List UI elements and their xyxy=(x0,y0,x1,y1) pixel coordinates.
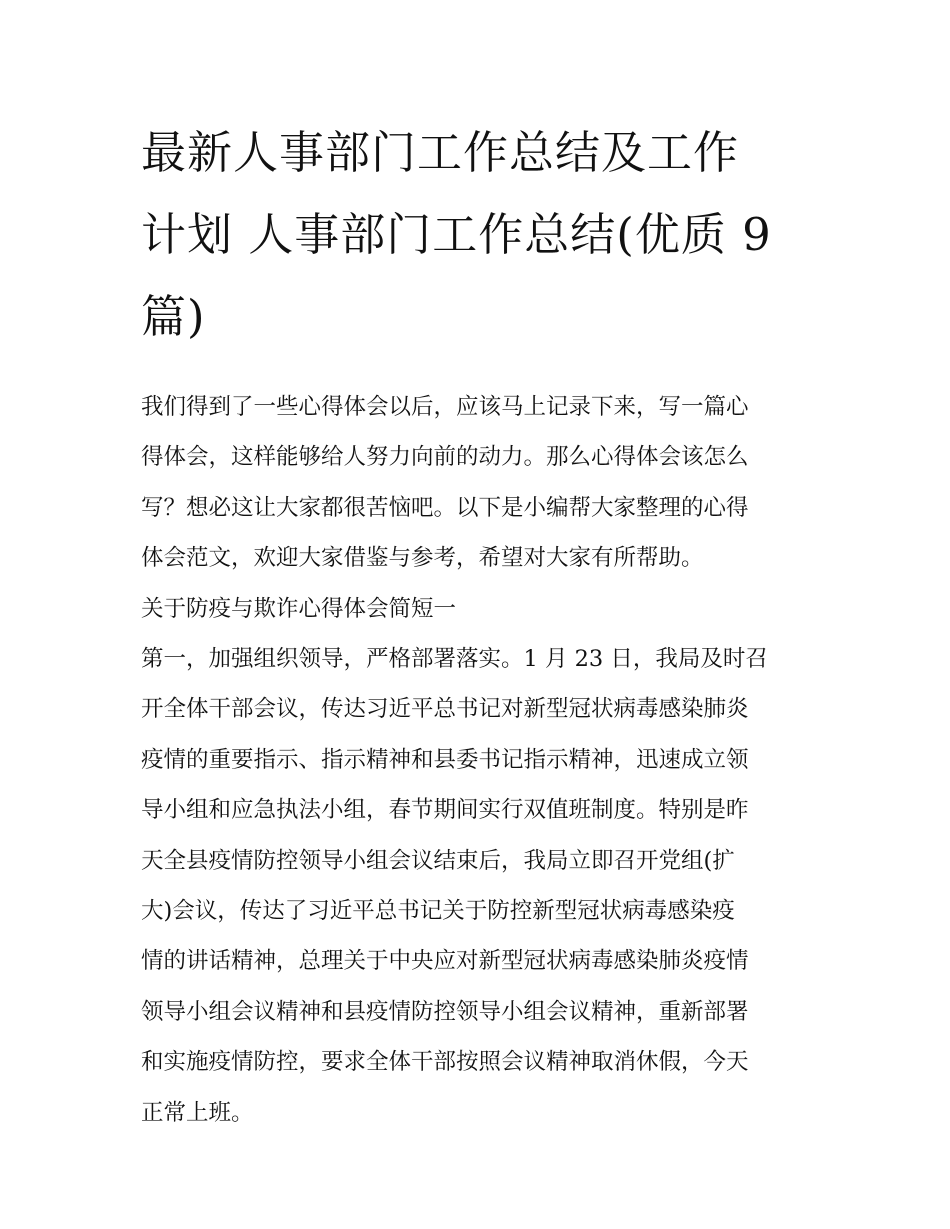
title-line: 篇) xyxy=(141,290,206,343)
text-line: 写？想必这让大家都很苦恼吧。以下是小编帮大家整理的心得 xyxy=(141,494,749,521)
text-line: 体会范文，欢迎大家借鉴与参考，希望对大家有所帮助。 xyxy=(141,545,704,572)
text-line: 得体会，这样能够给人努力向前的动力。那么心得体会该怎么 xyxy=(141,444,749,471)
document-content xyxy=(141,112,813,1138)
intro-paragraph xyxy=(141,382,813,584)
text-line: 开全体干部会议，传达习近平总书记对新型冠状病毒感染肺炎 xyxy=(141,696,749,723)
text-line: 天全县疫情防控领导小组会议结束后，我局立即召开党组(扩 xyxy=(141,847,735,874)
section-heading xyxy=(141,584,813,634)
section-heading-text: 关于防疫与欺诈心得体会简短一 xyxy=(141,595,457,622)
document-title xyxy=(141,112,813,358)
text-line: 正常上班。 xyxy=(141,1099,254,1126)
title-line: 计划 人事部门工作总结(优质 9 xyxy=(141,208,772,261)
document-body xyxy=(141,382,813,1138)
text-line: 情的讲话精神，总理关于中央应对新型冠状病毒感染肺炎疫情 xyxy=(141,948,749,975)
text-line: 大)会议，传达了习近平总书记关于防控新型冠状病毒感染疫 xyxy=(141,898,735,925)
text-line: 第一，加强组织领导，严格部署落实。1 月 23 日，我局及时召 xyxy=(141,646,768,673)
text-line: 疫情的重要指示、指示精神和县委书记指示精神，迅速成立领 xyxy=(141,746,749,773)
body-paragraph xyxy=(141,634,813,1138)
text-line: 我们得到了一些心得体会以后，应该马上记录下来，写一篇心 xyxy=(141,394,749,420)
text-line: 和实施疫情防控，要求全体干部按照会议精神取消休假，今天 xyxy=(141,1049,749,1076)
title-line: 最新人事部门工作总结及工作 xyxy=(141,126,740,179)
text-line: 领导小组会议精神和县疫情防控领导小组会议精神，重新部署 xyxy=(141,998,749,1025)
text-line: 导小组和应急执法小组，春节期间实行双值班制度。特别是昨 xyxy=(141,797,749,824)
